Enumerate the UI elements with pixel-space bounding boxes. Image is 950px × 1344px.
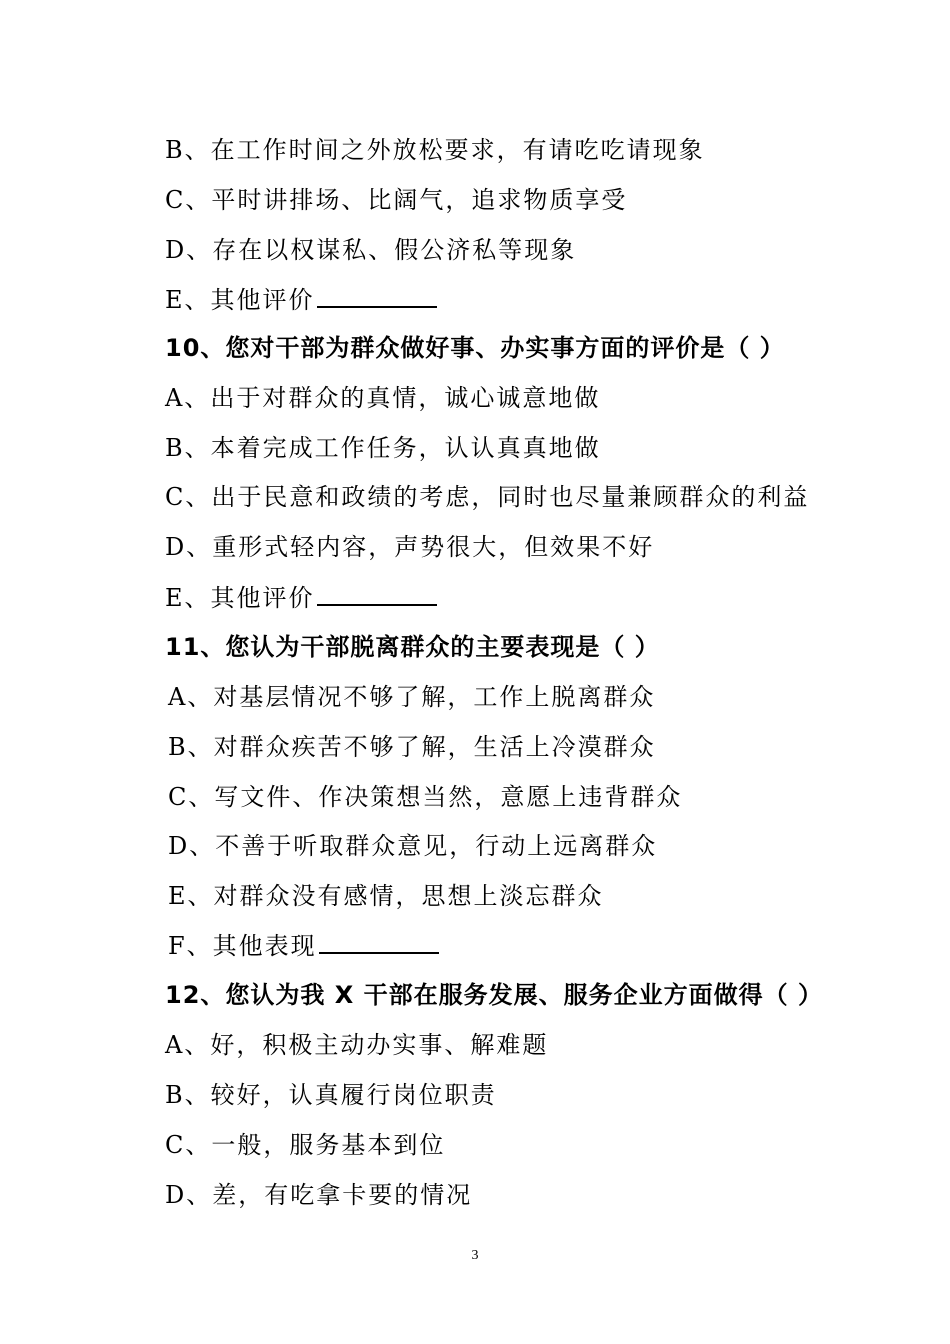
option-label: E、其他评价: [165, 286, 315, 314]
option-9e: [165, 284, 437, 315]
question-11: 11、您认为干部脱离群众的主要表现是（ ）: [165, 633, 660, 661]
option-12d: D、差，有吃拿卡要的情况: [165, 1181, 473, 1209]
option-12a: A、好，积极主动办实事、解难题: [165, 1031, 549, 1059]
answer-blank: [317, 284, 437, 308]
option-10e: [165, 582, 437, 613]
option-9c: C、平时讲排场、比阔气，追求物质享受: [165, 186, 628, 214]
option-10b: B、本着完成工作任务，认认真真地做: [165, 434, 601, 462]
option-10c: C、出于民意和政绩的考虑，同时也尽量兼顾群众的利益: [165, 483, 810, 511]
option-11d: D、不善于听取群众意见，行动上远离群众: [168, 832, 658, 860]
option-12b: B、较好，认真履行岗位职责: [165, 1081, 497, 1109]
option-label: E、其他评价: [165, 584, 315, 612]
question-12: 12、您认为我 X 干部在服务发展、服务企业方面做得（ ）: [165, 981, 823, 1009]
option-label: F、其他表现: [168, 932, 317, 960]
option-9d: D、存在以权谋私、假公济私等现象: [165, 236, 577, 264]
option-11b: B、对群众疾苦不够了解，生活上冷漠群众: [168, 733, 656, 761]
answer-blank: [319, 930, 439, 954]
option-11e: E、对群众没有感情，思想上淡忘群众: [168, 882, 604, 910]
option-10d: D、重形式轻内容，声势很大，但效果不好: [165, 533, 655, 561]
option-10a: A、出于对群众的真情，诚心诚意地做: [165, 384, 601, 412]
option-11a: A、对基层情况不够了解，工作上脱离群众: [168, 683, 656, 711]
answer-blank: [317, 582, 437, 606]
page-number: 3: [471, 1248, 479, 1263]
option-11f: [168, 930, 439, 961]
option-12c: C、一般，服务基本到位: [165, 1131, 446, 1159]
option-9b: B、在工作时间之外放松要求，有请吃吃请现象: [165, 136, 705, 164]
option-11c: C、写文件、作决策想当然，意愿上违背群众: [168, 783, 683, 811]
question-10: 10、您对干部为群众做好事、办实事方面的评价是（ ）: [165, 334, 785, 362]
